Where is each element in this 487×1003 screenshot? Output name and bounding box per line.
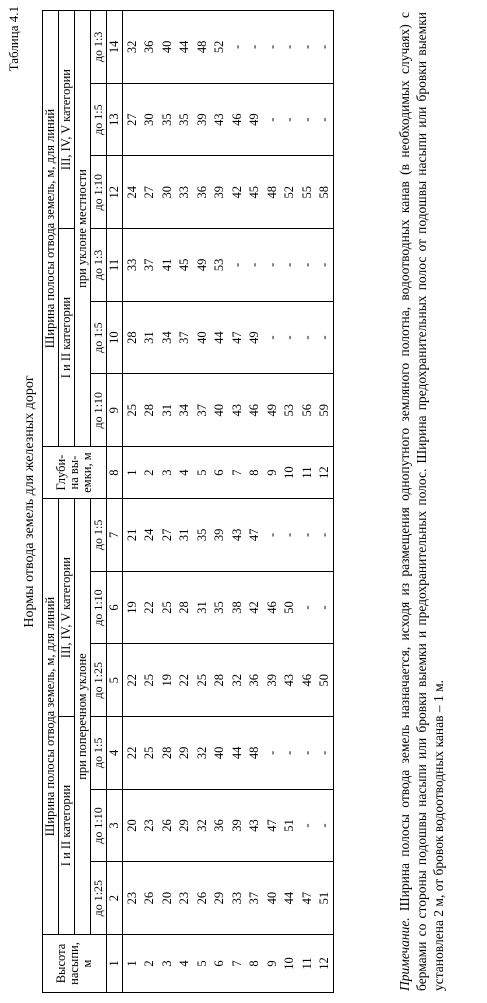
column-number: 4 [107,717,123,790]
table-cell: - [316,571,334,644]
table-cell: 40 [211,374,229,447]
table-cell: - [281,11,299,84]
table-row [158,11,176,993]
table-cell: 36 [193,156,211,229]
column-number: 10 [107,301,123,374]
table-cell: 47 [298,862,316,935]
slope-header-right: до 1:5 [91,83,107,156]
table-cell: 53 [211,229,229,302]
table-row [123,11,141,993]
table-cell: 31 [176,499,194,572]
table-cell: 12 [316,935,334,993]
table-cell: 43 [228,499,246,572]
table-cell: 20 [158,862,176,935]
table-cell: 9 [263,447,281,499]
table-cell: - [281,499,299,572]
table-cell: 39 [211,499,229,572]
table-cell: - [316,229,334,302]
header-cut-depth: Глуби-на вы-емки, м [43,447,107,499]
table-cell: - [281,301,299,374]
table-cell: 25 [158,571,176,644]
table-cell: 19 [123,571,141,644]
table-cell: 28 [141,374,159,447]
table-cell: 23 [141,789,159,862]
table-cell: 40 [211,717,229,790]
table-cell: 26 [158,789,176,862]
table-cell: 23 [123,862,141,935]
slope-header-right: до 1:3 [91,11,107,84]
table-cell: 25 [193,644,211,717]
table-cell: 29 [176,789,194,862]
table-cell: - [298,83,316,156]
column-number: 6 [107,571,123,644]
slope-header-left: до 1:25 [91,644,107,717]
table-cell: 39 [228,789,246,862]
note-text: Ширина полосы отвода земель назначается, исходя из размещения однопутного земляного полотна, водоотводных канав (в необходимых случаях) с бермами со стороны подошвы насыпи или бровки выемки и предохранительных полос. Ширина предохранительных полос от подошвы насыпи или бровки выемки установлена 2 м, от бровок водоотводных канав – 1 м. [397,12,446,991]
table-cell: 42 [228,156,246,229]
table-cell: - [298,571,316,644]
table-cell: 43 [211,83,229,156]
table-cell: 56 [298,374,316,447]
table-cell: 28 [158,717,176,790]
table-cell: 44 [176,11,194,84]
table-cell: 48 [193,11,211,84]
table-cell: 31 [141,301,159,374]
table-cell: 26 [141,862,159,935]
header-width-left: Ширина полосы отвода земель, м, для линий [43,499,59,935]
table-cell: 2 [141,935,159,993]
table-cell: 47 [246,499,264,572]
table-cell: 43 [228,374,246,447]
table-cell: 3 [158,935,176,993]
table-cell: 3 [158,447,176,499]
table-title: Нормы отвода земель для железных дорог [22,375,37,628]
table-cell: - [298,717,316,790]
table-cell: 22 [123,644,141,717]
table-cell: - [281,229,299,302]
slope-header-left: до 1:25 [91,862,107,935]
table-cell: 19 [158,644,176,717]
table-number: Таблица 4.1 [6,6,21,72]
table-cell: - [316,789,334,862]
header-cat-3-5-right: III, IV, V категории [59,11,75,229]
note [396,12,447,991]
column-number: 9 [107,374,123,447]
table-cell: - [298,229,316,302]
note-label: Примечание. [397,917,412,991]
table-cell: 50 [281,571,299,644]
table-cell: 52 [211,11,229,84]
table-cell: 46 [246,374,264,447]
table-cell: 29 [176,717,194,790]
table-cell: 23 [176,862,194,935]
table-cell: 52 [281,156,299,229]
table-cell: 49 [246,301,264,374]
table-cell: 32 [193,717,211,790]
table-body [123,11,334,993]
slope-header-right: до 1:10 [91,374,107,447]
table-cell: 7 [228,935,246,993]
table-cell: 11 [298,447,316,499]
table-cell: 20 [123,789,141,862]
table-cell: 36 [211,789,229,862]
table-cell: 37 [193,374,211,447]
table-row [298,11,316,993]
table-cell: 5 [193,935,211,993]
table-cell: 27 [141,156,159,229]
table-cell: 25 [141,644,159,717]
table-cell: 32 [193,789,211,862]
table-cell: 29 [211,862,229,935]
table-cell: - [281,83,299,156]
table-cell: 37 [141,229,159,302]
table-cell: - [298,499,316,572]
table-cell: 28 [211,644,229,717]
table-row [228,11,246,993]
table-cell: 36 [246,644,264,717]
table-cell: - [228,11,246,84]
table-cell: 25 [141,717,159,790]
column-number: 7 [107,499,123,572]
table-cell: 31 [193,571,211,644]
table-cell: 24 [141,499,159,572]
table-cell: 30 [141,83,159,156]
table-cell: 37 [246,862,264,935]
column-number: 11 [107,229,123,302]
table-cell: 59 [316,374,334,447]
table-cell: 42 [246,571,264,644]
slope-header-right: до 1:5 [91,301,107,374]
table-cell: - [263,83,281,156]
table-cell: 51 [281,789,299,862]
column-number: 12 [107,156,123,229]
table-cell: 35 [193,499,211,572]
table-cell: - [281,717,299,790]
table-cell: 49 [246,83,264,156]
column-number: 1 [107,935,123,993]
slope-header-left: до 1:5 [91,499,107,572]
table-cell: - [316,83,334,156]
header-cat-1-2-right: I и II категории [59,229,75,447]
table-cell: 35 [211,571,229,644]
slope-header-left: до 1:10 [91,789,107,862]
table-cell: 4 [176,935,194,993]
table-cell: 33 [176,156,194,229]
table-cell: 49 [193,229,211,302]
column-number: 14 [107,11,123,84]
table-cell: 49 [263,374,281,447]
table-cell: 39 [263,644,281,717]
table-cell: 34 [158,301,176,374]
table-cell: - [263,717,281,790]
table-cell: 21 [123,499,141,572]
table-cell: - [263,301,281,374]
table-cell: 40 [263,862,281,935]
table-cell: 58 [316,156,334,229]
slope-header-left: до 1:5 [91,717,107,790]
table-cell: 22 [123,717,141,790]
table-cell: 9 [263,935,281,993]
table-cell: 1 [123,447,141,499]
table-cell: 25 [123,374,141,447]
table-cell: 6 [211,935,229,993]
header-terrain-slope: при уклоне местности [75,11,91,447]
table-cell: 45 [246,156,264,229]
table-row [263,11,281,993]
table-cell: 36 [141,11,159,84]
table-cell: 51 [316,862,334,935]
slope-header-row [91,11,107,993]
table-cell: - [316,11,334,84]
table-cell: 45 [176,229,194,302]
table-cell: - [263,499,281,572]
table-cell: 48 [246,717,264,790]
table-cell: 5 [193,447,211,499]
table-cell: 41 [158,229,176,302]
table-cell: 35 [158,83,176,156]
table-cell: 24 [123,156,141,229]
table-cell: - [263,11,281,84]
table-row [211,11,229,993]
header-cross-slope: при поперечном уклоне [75,499,91,935]
table-cell: 10 [281,935,299,993]
table-cell: 33 [123,229,141,302]
table-cell: 35 [176,83,194,156]
table-cell: 10 [281,447,299,499]
table-cell: 32 [228,644,246,717]
table-cell: - [298,11,316,84]
table-cell: - [246,229,264,302]
table-cell: 11 [298,935,316,993]
table-cell: 47 [228,301,246,374]
table-cell: 43 [281,644,299,717]
header-embankment-height: Высота насыпи, м [43,935,107,993]
table-cell: - [298,789,316,862]
table-cell: 43 [246,789,264,862]
column-number: 13 [107,83,123,156]
table-cell: 12 [316,447,334,499]
table-cell: 7 [228,447,246,499]
header-cat-1-2-left: I и II категории [59,717,75,935]
table-row [193,11,211,993]
column-number: 2 [107,862,123,935]
table-cell: - [228,229,246,302]
table-cell: 44 [228,717,246,790]
table-cell: 33 [228,862,246,935]
table-row [316,11,334,993]
table-row [141,11,159,993]
table-cell: 44 [211,301,229,374]
column-number: 8 [107,447,123,499]
table-cell: 40 [193,301,211,374]
table-cell: 32 [123,11,141,84]
table-cell: 38 [228,571,246,644]
table-cell: 46 [228,83,246,156]
table-cell: 55 [298,156,316,229]
table-cell: 8 [246,447,264,499]
table-cell: 6 [211,447,229,499]
table-cell: 4 [176,447,194,499]
table-cell: 30 [158,156,176,229]
table-cell: 39 [193,83,211,156]
table-cell: - [298,301,316,374]
table-cell: 8 [246,935,264,993]
header-cat-3-5-left: III, IV, V категории [59,499,75,717]
column-number: 3 [107,789,123,862]
table-cell: 31 [158,374,176,447]
table-row [246,11,264,993]
table-cell: 40 [158,11,176,84]
table-cell: 39 [211,156,229,229]
table-cell: 47 [263,789,281,862]
table-cell: 22 [141,571,159,644]
table-cell: 34 [176,374,194,447]
table-cell: 53 [281,374,299,447]
table-cell: 27 [158,499,176,572]
header-width-right: Ширина полосы отвода земель, м, для линий [43,11,59,447]
table-cell: 26 [193,862,211,935]
table-cell: 2 [141,447,159,499]
slope-header-right: до 1:10 [91,156,107,229]
table-row [176,11,194,993]
table-cell: 27 [123,83,141,156]
table-cell: 28 [176,571,194,644]
table-cell: 46 [263,571,281,644]
table-row [281,11,299,993]
table-cell: - [316,717,334,790]
table-cell: 50 [316,644,334,717]
table-cell: - [316,499,334,572]
table-cell: 28 [123,301,141,374]
table-cell: - [263,229,281,302]
table-cell: - [316,301,334,374]
column-number: 5 [107,644,123,717]
column-number-row [107,11,123,993]
table-cell: 46 [298,644,316,717]
slope-header-right: до 1:3 [91,229,107,302]
table-cell: 1 [123,935,141,993]
table-cell: - [246,11,264,84]
norms-table [42,10,334,993]
table-cell: 48 [263,156,281,229]
slope-header-left: до 1:10 [91,571,107,644]
table-cell: 44 [281,862,299,935]
table-cell: 22 [176,644,194,717]
table-cell: 37 [176,301,194,374]
